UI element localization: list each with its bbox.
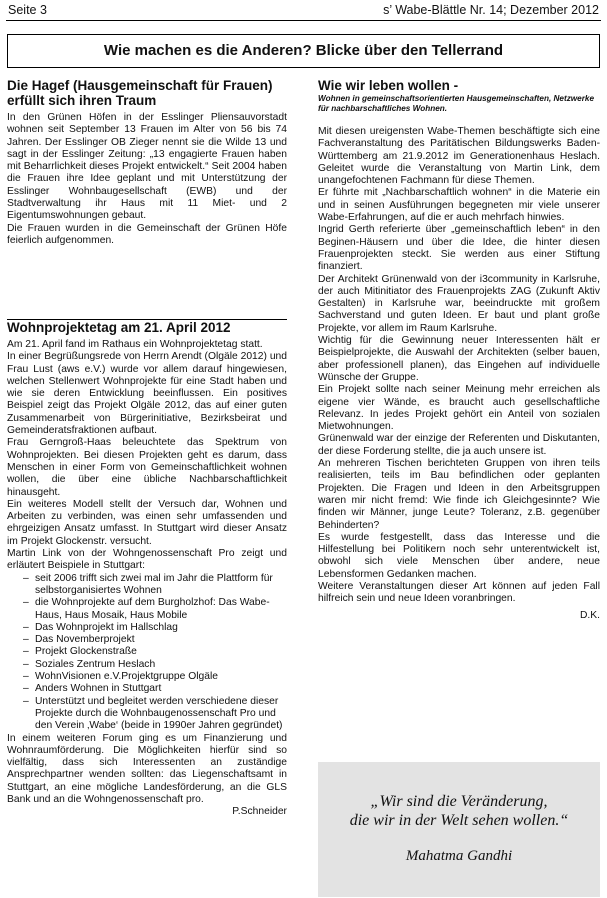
hagef-paragraph: Die Frauen wurden in die Gemeinschaft der Grünen Höfe feierlich aufgenommen. <box>7 222 287 246</box>
wp-paragraph: Ein weiteres Modell stellt der Versuch dar, Wohnen und Arbeiten zu verbinden, was einen sehr umfassenden und ehrgeizigen Ansatz umfasst. In Stuttgart wird dieser Ansatz im Projekt Glockenstr. versucht. <box>7 498 287 547</box>
right-subtitle: Wohnen in gemeinschaftsorientierten Hausgemeinschaften, Netzwerke für nachbarschaftliches Wohnen. <box>318 94 595 113</box>
list-item: – Unterstützt und begleitet werden verschiedene dieser Projekte durch die Wohnbaugenossenschaft Pro und den Verein ‚Wabe‘ (beide in 1990er Jahren gegründet) <box>23 696 287 733</box>
header-divider <box>6 20 601 21</box>
right-paragraph: Weitere Veranstaltungen dieser Art können auf jeden Fall hilfreich sein und neue Ideen voranbringen. <box>318 580 600 605</box>
wp-author: P.Schneider <box>232 806 287 818</box>
list-item: – WohnVisionen e.V.Projektgruppe Olgäle <box>23 671 287 683</box>
hagef-title: Die Hagef (Hausgemeinschaft für Frauen) erfüllt sich ihren Traum <box>7 78 273 108</box>
right-paragraph: Es wurde festgestellt, dass das Interesse und die Hilfestellung bei Politikern noch sehr unterentwickelt ist, obwohl sich viele Menschen über andere, neue Lebensformen Gedanken machen. <box>318 531 600 580</box>
right-paragraph: Ingrid Gerth referierte über „gemeinschaftlich leben“ in den Beginen-Häusern und über die Idee, die hinter diesen Frauenprojekten steckt. Sie werden aus einer Stiftung finanziert. <box>318 224 600 273</box>
right-paragraph: Er führte mit „Nachbarschaftlich wohnen“ in die Materie ein und in seinen Ausführungen begegneten mir viele unserer Wabe-Erfahrungen, auf die er auch mehrfach hinwies. <box>318 187 600 224</box>
wp-paragraph: Frau Gerngroß-Haas beleuchtete das Spektrum von Wohnprojekten. Bei diesen Projekten geht es darum, dass Menschen in einer Form von Gemeinschaftlichkeit wohnen wollen, die über eine übliche Nachbarschaftlichkeit hinausgeht. <box>7 437 287 498</box>
right-author: D.K. <box>579 609 600 621</box>
quote-line-1: „Wir sind die Veränderung, <box>370 793 548 810</box>
section-banner: Wie machen es die Anderen? Blicke über den Tellerrand <box>7 34 600 68</box>
right-paragraph: Grünenwald war der einzige der Referenten und Diskutanten, der diese Forderung stellte, die ja auch unsere ist. <box>318 433 600 457</box>
wohnprojekttag-title: Wohnprojektetag am 21. April 2012 <box>7 320 231 335</box>
list-item: – Projekt Glockenstraße <box>23 646 287 658</box>
right-paragraph: Wichtig für die Gewinnung neuer Interessenten hält er Beispielprojekte, die Auswahl der Architekten (selber bauen, aber professionell planen), das Eingehen auf individuelle Wünsche der Gruppe. <box>318 335 600 383</box>
quote-box <box>318 762 600 897</box>
list-item: – Soziales Zentrum Heslach <box>23 659 287 671</box>
page-number: Seite 3 <box>8 3 47 17</box>
right-paragraph: Der Architekt Grünenwald von der i3community in Karlsruhe, der auch Mitinitiator des Frauenprojekts ZAG (Zukunft Aktiv Gestalten) in Karlsruhe war, beeindruckte mit großem Sachverstand und guten Ideen. Er baut und plant große Projekte, vor allem im Raum Karlsruhe. <box>318 273 600 334</box>
list-item: – seit 2006 trifft sich zwei mal im Jahr die Plattform für selbstorganisiertes Wohnen <box>23 573 287 598</box>
wp-paragraph: Am 21. April fand im Rathaus ein Wohnprojektetag statt. <box>7 339 263 350</box>
right-paragraph: An mehreren Tischen berichteten Gruppen von ihren teils realisierten, teils im Bau befindlichen oder geplanten Projekten. Die Fragen und Ideen in den Arbeitsgruppen waren mir nicht fremd: Wie finde ich Gleichgesinnte? Wie finden wir Männer, junge Leute? Toleranz, z.B. gegenüber Behinderten? <box>318 458 600 531</box>
hagef-article <box>7 78 287 247</box>
quote-line-2: die wir in der Welt sehen wollen.“ <box>349 812 569 829</box>
right-title: Wie wir leben wollen - <box>318 78 459 93</box>
wohnprojekttag-article <box>7 320 287 819</box>
hagef-paragraph: In den Grünen Höfen in der Esslinger Pliensauvorstadt wohnen seit September 13 Frauen im Alter von 56 bis 74 Jahren. Der Esslinger OB Zieger nennt sie die Wilde 13 und sagt in der Esslinger Zeitung: „13 engagierte Frauen haben mit Beharrlichkeit dieses Projekt entwickelt.“ Seit 2004 haben die Frauen ihre Idee geplant und mit Unterstützung der Esslinger Wohnbaugesellschaft (EWB) und der Stadtverwaltung ihr Haus mit 11 Miet- und 2 Eigentumswohnungen gebaut. <box>7 112 287 222</box>
page-header <box>8 0 599 19</box>
wie-wir-leben-article <box>318 78 600 622</box>
example-list <box>7 573 287 733</box>
list-item: – Das Wohnprojekt im Hallschlag <box>23 622 287 634</box>
list-item: – Das Novemberprojekt <box>23 634 287 646</box>
wp-paragraph: In einer Begrüßungsrede von Herrn Arendt (Olgäle 2012) und Frau Lust (aws e.V.) wurde vor allem darauf hingewiesen, welchen Stellenwert Wohnprojekte für eine Stadt haben und wie sie deren Entwicklung beeinflussen. Ein positives Beispiel zeigt das Projekt Olgäle 2012, das auf einer guten Zusammenarbeit von Bürgerinitiative, Bezirksbeirat und Gemeinderatsfraktionen aufbaut. <box>7 351 287 437</box>
list-item: – die Wohnprojekte auf dem Burgholzhof: Das Wabe-Haus, Haus Mosaik, Haus Mobile <box>23 597 287 622</box>
right-paragraph: Mit diesen ureigensten Wabe-Themen beschäftigte sich eine Fachveranstaltung des Paritätischen Bildungswerks Baden-Württemberg am 21.9.2012 im Generationenhaus Heslach. Geleitet wurde die Veranstaltung von Martin Link, dem unangefochtenen Fachmann für diese Themen. <box>318 126 600 187</box>
right-paragraph: Ein Projekt sollte nach seiner Meinung mehr erreichen als eigene vier Wände, es braucht auch gesellschaftliche Relevanz. In jedes Projekt gehört ein Anteil von sozialen Mietwohnungen. <box>318 384 600 433</box>
issue-info: s’ Wabe-Blättle Nr. 14; Dezember 2012 <box>383 3 599 17</box>
wp-paragraph: Martin Link von der Wohngenossenschaft Pro zeigt und erläutert Beispiele in Stuttgart: <box>7 548 287 572</box>
quote-author: Mahatma Gandhi <box>405 848 513 864</box>
wp-closing: In einem weiteren Forum ging es um Finanzierung und Wohnraumförderung. Die Möglichkeiten hierfür sind so vielfältig, dass sich Interessenten an zuständige Ansprechpartner wenden sollten: das Liegenschaftsamt in Stuttgart, an eine mögliche Landesförderung, an die GLS Bank und an die Wohngenossenschaft pro. <box>7 732 287 805</box>
list-item: – Anders Wohnen in Stuttgart <box>23 683 287 695</box>
